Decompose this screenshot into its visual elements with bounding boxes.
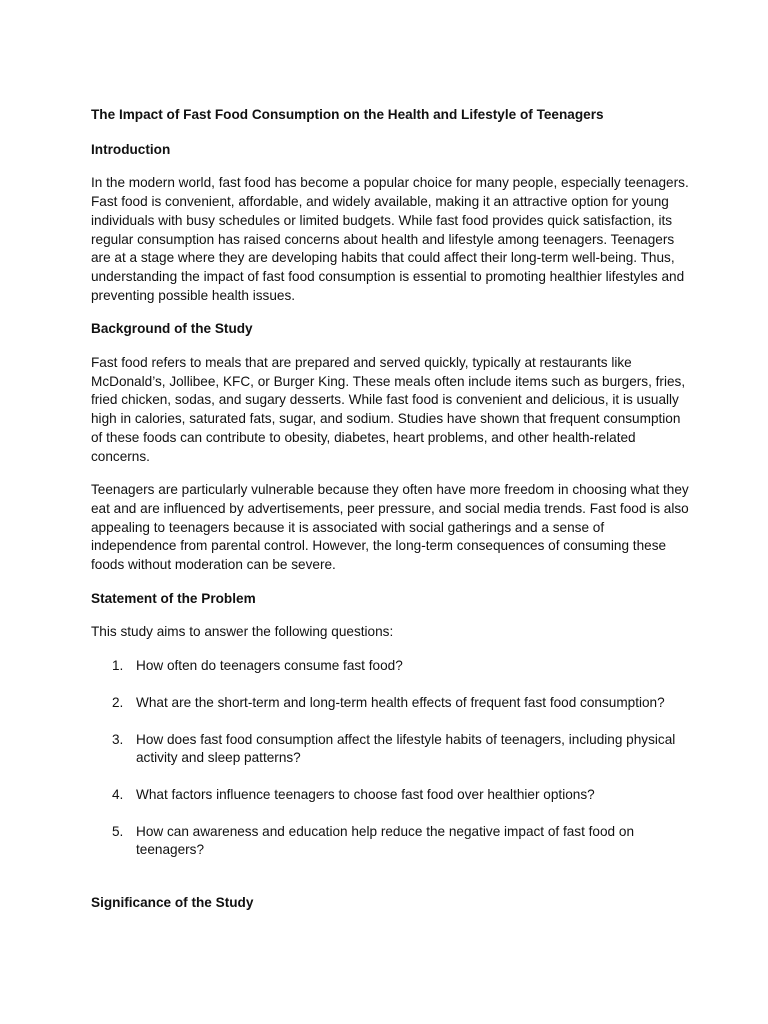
list-item [91, 657, 691, 676]
document-content [91, 106, 691, 928]
background-paragraph-2: Teenagers are particularly vulnerable because they often have more freedom in choosing what they eat and are influenced by advertisements, peer pressure, and social media trends. Fast food is also appealing to teenagers because it is associated with social gatherings and a sense of independence from parental control. However, the long-term consequences of consuming these foods without moderation can be severe. [91, 482, 689, 573]
list-item-number: 4. [112, 786, 124, 802]
introduction-paragraph: In the modern world, fast food has become a popular choice for many people, especially teenagers. Fast food is convenient, affordable, and widely available, making it an attractive option for young individuals with busy schedules or limited budgets. While fast food provides quick satisfaction, its regular consumption has raised concerns about health and lifestyle among teenagers. Teenagers are at a stage where they are developing habits that could affect their long-term well-being. Thus, understanding the impact of fast food consumption is essential to promoting healthier lifestyles and preventing possible health issues. [91, 175, 689, 303]
background-heading: Background of the Study [91, 321, 253, 337]
section-spacer [91, 878, 691, 894]
list-item-text: How often do teenagers consume fast food? [136, 658, 403, 674]
list-item [91, 731, 691, 768]
question-list [91, 657, 691, 860]
list-item-text: How can awareness and education help reduce the negative impact of fast food on teenagers? [136, 823, 635, 858]
list-item-number: 2. [112, 694, 124, 710]
problem-heading: Statement of the Problem [91, 590, 256, 606]
significance-heading: Significance of the Study [91, 895, 254, 911]
list-item [91, 823, 691, 860]
introduction-heading: Introduction [91, 141, 171, 157]
list-item-text: What are the short-term and long-term health effects of frequent fast food consumption? [136, 694, 665, 710]
document-title: The Impact of Fast Food Consumption on the Health and Lifestyle of Teenagers [91, 107, 604, 122]
list-item-text: What factors influence teenagers to choose fast food over healthier options? [136, 786, 595, 802]
list-item [91, 786, 691, 805]
problem-intro: This study aims to answer the following questions: [91, 624, 394, 640]
list-item-text: How does fast food consumption affect the lifestyle habits of teenagers, including physical activity and sleep patterns? [136, 731, 676, 766]
list-item-number: 3. [112, 731, 124, 747]
list-item-number: 5. [112, 823, 124, 839]
list-item [91, 694, 691, 713]
list-item-number: 1. [112, 658, 124, 674]
background-paragraph-1: Fast food refers to meals that are prepared and served quickly, typically at restaurants like McDonald’s, Jollibee, KFC, or Burger King. These meals often include items such as burgers, fries, fried chicken, sodas, and sugary desserts. While fast food is convenient and delicious, it is usually high in calories, saturated fats, sugar, and sodium. Studies have shown that frequent consumption of these foods can contribute to obesity, diabetes, heart problems, and other health-related concerns. [91, 355, 686, 464]
